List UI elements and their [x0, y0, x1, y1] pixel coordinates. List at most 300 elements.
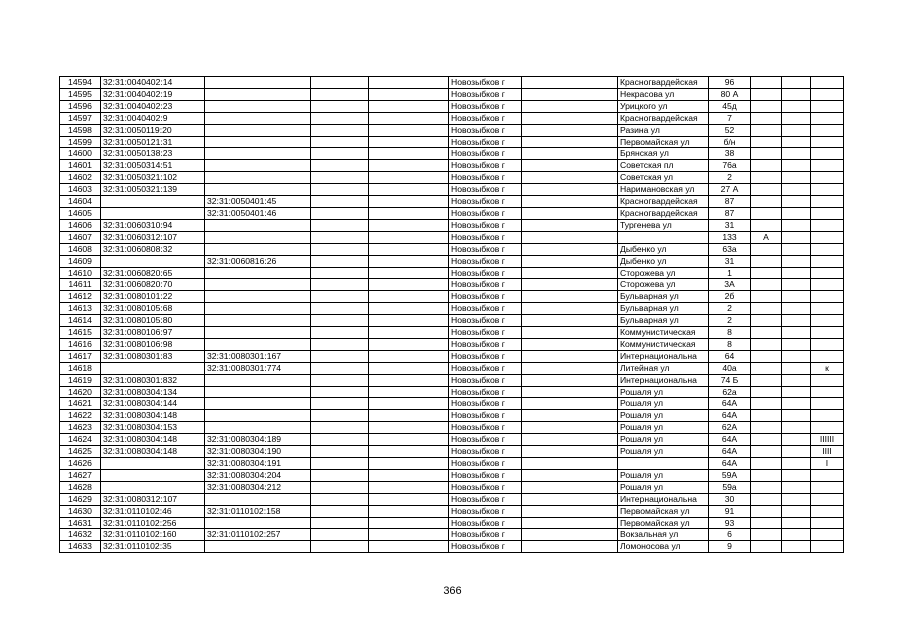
- locality-cell: Новозыбков г: [449, 315, 522, 327]
- house-number-cell: 2б: [709, 291, 751, 303]
- locality-cell: Новозыбков г: [449, 160, 522, 172]
- street-cell: Советская ул: [618, 172, 709, 184]
- cadastral-number-cell: 32:31:0080304:144: [101, 398, 205, 410]
- row-number-cell: 14623: [60, 422, 101, 434]
- empty-cell: [522, 350, 618, 362]
- extra-cell: [811, 469, 844, 481]
- extra-cell: [811, 386, 844, 398]
- empty-cell: [311, 160, 369, 172]
- locality-cell: Новозыбков г: [449, 458, 522, 470]
- extra-cell: [811, 398, 844, 410]
- locality-cell: Новозыбков г: [449, 291, 522, 303]
- house-number-cell: 64А: [709, 434, 751, 446]
- empty-cell: [522, 446, 618, 458]
- row-number-cell: 14610: [60, 267, 101, 279]
- house-number-cell: 27 А: [709, 184, 751, 196]
- empty-cell: [522, 410, 618, 422]
- empty-cell: [782, 136, 811, 148]
- letter-cell: [751, 350, 782, 362]
- empty-cell: [522, 458, 618, 470]
- cadastral-number-2-cell: [205, 303, 311, 315]
- letter-cell: [751, 410, 782, 422]
- empty-cell: [369, 481, 449, 493]
- row-number-cell: 14629: [60, 493, 101, 505]
- empty-cell: [369, 422, 449, 434]
- empty-cell: [311, 303, 369, 315]
- empty-cell: [522, 243, 618, 255]
- cadastral-number-2-cell: [205, 172, 311, 184]
- empty-cell: [782, 184, 811, 196]
- street-cell: Первомайская ул: [618, 505, 709, 517]
- empty-cell: [782, 279, 811, 291]
- table-row: [60, 207, 844, 219]
- empty-cell: [311, 434, 369, 446]
- locality-cell: Новозыбков г: [449, 386, 522, 398]
- cadastral-number-cell: 32:31:0080304:148: [101, 410, 205, 422]
- cadastral-number-cell: 32:31:0050138:23: [101, 148, 205, 160]
- letter-cell: [751, 255, 782, 267]
- table-row: [60, 88, 844, 100]
- empty-cell: [522, 279, 618, 291]
- street-cell: Разина ул: [618, 124, 709, 136]
- cadastral-number-cell: 32:31:0080304:148: [101, 446, 205, 458]
- house-number-cell: 59А: [709, 469, 751, 481]
- empty-cell: [369, 100, 449, 112]
- street-cell: Рошаля ул: [618, 398, 709, 410]
- letter-cell: [751, 267, 782, 279]
- table-row: [60, 374, 844, 386]
- empty-cell: [522, 338, 618, 350]
- street-cell: Тургенева ул: [618, 219, 709, 231]
- cadastral-number-2-cell: 32:31:0080304:189: [205, 434, 311, 446]
- empty-cell: [311, 541, 369, 553]
- locality-cell: Новозыбков г: [449, 148, 522, 160]
- empty-cell: [369, 517, 449, 529]
- cadastral-number-cell: [101, 469, 205, 481]
- extra-cell: [811, 231, 844, 243]
- cadastral-number-cell: 32:31:0110102:46: [101, 505, 205, 517]
- locality-cell: Новозыбков г: [449, 398, 522, 410]
- table-row: [60, 434, 844, 446]
- empty-cell: [522, 327, 618, 339]
- locality-cell: Новозыбков г: [449, 136, 522, 148]
- extra-cell: IIIIII: [811, 434, 844, 446]
- empty-cell: [311, 517, 369, 529]
- locality-cell: Новозыбков г: [449, 231, 522, 243]
- street-cell: Интернациональна: [618, 350, 709, 362]
- extra-cell: [811, 88, 844, 100]
- empty-cell: [369, 124, 449, 136]
- locality-cell: Новозыбков г: [449, 517, 522, 529]
- letter-cell: [751, 100, 782, 112]
- street-cell: Бульварная ул: [618, 291, 709, 303]
- empty-cell: [522, 196, 618, 208]
- extra-cell: [811, 505, 844, 517]
- house-number-cell: 96: [709, 77, 751, 89]
- cadastral-number-2-cell: 32:31:0080304:191: [205, 458, 311, 470]
- house-number-cell: 59а: [709, 481, 751, 493]
- house-number-cell: 2: [709, 303, 751, 315]
- cadastral-number-cell: 32:31:0050314:51: [101, 160, 205, 172]
- cadastral-number-2-cell: [205, 148, 311, 160]
- empty-cell: [311, 88, 369, 100]
- table-row: [60, 267, 844, 279]
- empty-cell: [782, 493, 811, 505]
- house-number-cell: 91: [709, 505, 751, 517]
- cadastral-number-cell: 32:31:0060312:107: [101, 231, 205, 243]
- table-row: [60, 100, 844, 112]
- letter-cell: [751, 219, 782, 231]
- cadastral-number-cell: 32:31:0050121:31: [101, 136, 205, 148]
- cadastral-number-2-cell: [205, 374, 311, 386]
- street-cell: [618, 458, 709, 470]
- locality-cell: Новозыбков г: [449, 374, 522, 386]
- empty-cell: [782, 231, 811, 243]
- empty-cell: [369, 529, 449, 541]
- cadastral-number-2-cell: [205, 231, 311, 243]
- empty-cell: [522, 386, 618, 398]
- empty-cell: [522, 505, 618, 517]
- table-row: [60, 219, 844, 231]
- cadastral-number-2-cell: [205, 398, 311, 410]
- empty-cell: [311, 136, 369, 148]
- locality-cell: Новозыбков г: [449, 77, 522, 89]
- row-number-cell: 14631: [60, 517, 101, 529]
- empty-cell: [311, 458, 369, 470]
- table-row: [60, 493, 844, 505]
- cadastral-number-2-cell: [205, 315, 311, 327]
- street-cell: Красногвардейская: [618, 112, 709, 124]
- empty-cell: [369, 410, 449, 422]
- letter-cell: [751, 207, 782, 219]
- row-number-cell: 14602: [60, 172, 101, 184]
- empty-cell: [782, 255, 811, 267]
- cadastral-number-cell: 32:31:0080301:83: [101, 350, 205, 362]
- empty-cell: [782, 100, 811, 112]
- empty-cell: [782, 386, 811, 398]
- cadastral-number-cell: 32:31:0080106:98: [101, 338, 205, 350]
- table-row: [60, 315, 844, 327]
- empty-cell: [522, 160, 618, 172]
- empty-cell: [782, 481, 811, 493]
- locality-cell: Новозыбков г: [449, 446, 522, 458]
- letter-cell: [751, 398, 782, 410]
- street-cell: Бульварная ул: [618, 303, 709, 315]
- row-number-cell: 14616: [60, 338, 101, 350]
- cadastral-number-2-cell: 32:31:0080301:774: [205, 362, 311, 374]
- empty-cell: [369, 136, 449, 148]
- empty-cell: [522, 374, 618, 386]
- table-row: [60, 77, 844, 89]
- cadastral-number-cell: 32:31:0040402:9: [101, 112, 205, 124]
- empty-cell: [782, 398, 811, 410]
- street-cell: Дыбенко ул: [618, 255, 709, 267]
- empty-cell: [311, 196, 369, 208]
- empty-cell: [311, 112, 369, 124]
- locality-cell: Новозыбков г: [449, 267, 522, 279]
- extra-cell: [811, 410, 844, 422]
- empty-cell: [311, 219, 369, 231]
- locality-cell: Новозыбков г: [449, 410, 522, 422]
- row-number-cell: 14595: [60, 88, 101, 100]
- row-number-cell: 14621: [60, 398, 101, 410]
- cadastral-number-cell: 32:31:0050321:102: [101, 172, 205, 184]
- letter-cell: [751, 184, 782, 196]
- table-row: [60, 112, 844, 124]
- empty-cell: [369, 446, 449, 458]
- street-cell: Рошаля ул: [618, 469, 709, 481]
- empty-cell: [369, 434, 449, 446]
- row-number-cell: 14628: [60, 481, 101, 493]
- extra-cell: [811, 148, 844, 160]
- street-cell: Вокзальная ул: [618, 529, 709, 541]
- empty-cell: [522, 88, 618, 100]
- empty-cell: [311, 124, 369, 136]
- table-row: [60, 529, 844, 541]
- cadastral-number-cell: 32:31:0080304:134: [101, 386, 205, 398]
- empty-cell: [369, 219, 449, 231]
- house-number-cell: 62а: [709, 386, 751, 398]
- cadastral-number-2-cell: [205, 422, 311, 434]
- table-row: [60, 505, 844, 517]
- empty-cell: [369, 77, 449, 89]
- empty-cell: [369, 386, 449, 398]
- empty-cell: [522, 315, 618, 327]
- street-cell: Дыбенко ул: [618, 243, 709, 255]
- table-row: [60, 386, 844, 398]
- house-number-cell: 64А: [709, 458, 751, 470]
- empty-cell: [522, 362, 618, 374]
- cadastral-number-2-cell: [205, 219, 311, 231]
- empty-cell: [782, 88, 811, 100]
- cadastral-number-cell: 32:31:0060310:94: [101, 219, 205, 231]
- table-row: [60, 362, 844, 374]
- cadastral-number-cell: 32:31:0060820:70: [101, 279, 205, 291]
- street-cell: Сторожева ул: [618, 267, 709, 279]
- locality-cell: Новозыбков г: [449, 529, 522, 541]
- table-row: [60, 160, 844, 172]
- empty-cell: [369, 315, 449, 327]
- letter-cell: [751, 172, 782, 184]
- row-number-cell: 14597: [60, 112, 101, 124]
- letter-cell: [751, 88, 782, 100]
- cadastral-number-cell: 32:31:0110102:256: [101, 517, 205, 529]
- street-cell: Красногвардейская: [618, 77, 709, 89]
- empty-cell: [311, 279, 369, 291]
- street-cell: Рошаля ул: [618, 422, 709, 434]
- row-number-cell: 14619: [60, 374, 101, 386]
- letter-cell: [751, 374, 782, 386]
- street-cell: [618, 231, 709, 243]
- empty-cell: [311, 350, 369, 362]
- empty-cell: [782, 77, 811, 89]
- row-number-cell: 14598: [60, 124, 101, 136]
- empty-cell: [522, 207, 618, 219]
- cadastral-number-cell: 32:31:0110102:160: [101, 529, 205, 541]
- letter-cell: [751, 315, 782, 327]
- row-number-cell: 14633: [60, 541, 101, 553]
- locality-cell: Новозыбков г: [449, 350, 522, 362]
- empty-cell: [369, 196, 449, 208]
- cadastral-number-cell: [101, 481, 205, 493]
- house-number-cell: 93: [709, 517, 751, 529]
- empty-cell: [522, 184, 618, 196]
- empty-cell: [369, 338, 449, 350]
- extra-cell: [811, 315, 844, 327]
- empty-cell: [369, 184, 449, 196]
- house-number-cell: 2: [709, 315, 751, 327]
- street-cell: Рошаля ул: [618, 434, 709, 446]
- empty-cell: [782, 315, 811, 327]
- row-number-cell: 14626: [60, 458, 101, 470]
- row-number-cell: 14614: [60, 315, 101, 327]
- house-number-cell: 7: [709, 112, 751, 124]
- cadastral-number-2-cell: [205, 112, 311, 124]
- empty-cell: [522, 231, 618, 243]
- extra-cell: [811, 279, 844, 291]
- locality-cell: Новозыбков г: [449, 88, 522, 100]
- letter-cell: [751, 458, 782, 470]
- locality-cell: Новозыбков г: [449, 327, 522, 339]
- cadastral-number-2-cell: [205, 124, 311, 136]
- empty-cell: [311, 327, 369, 339]
- empty-cell: [522, 434, 618, 446]
- house-number-cell: 64А: [709, 446, 751, 458]
- street-cell: Красногвардейская: [618, 207, 709, 219]
- empty-cell: [522, 517, 618, 529]
- empty-cell: [369, 493, 449, 505]
- cadastral-number-2-cell: 32:31:0080304:204: [205, 469, 311, 481]
- table-row: [60, 124, 844, 136]
- table-row: [60, 398, 844, 410]
- extra-cell: [811, 207, 844, 219]
- empty-cell: [369, 231, 449, 243]
- empty-cell: [522, 77, 618, 89]
- empty-cell: [369, 291, 449, 303]
- extra-cell: [811, 338, 844, 350]
- cadastral-number-2-cell: [205, 100, 311, 112]
- cadastral-number-cell: 32:31:0050119:20: [101, 124, 205, 136]
- extra-cell: [811, 267, 844, 279]
- empty-cell: [369, 362, 449, 374]
- cadastral-number-2-cell: [205, 410, 311, 422]
- table-row: [60, 458, 844, 470]
- street-cell: Рошаля ул: [618, 386, 709, 398]
- empty-cell: [369, 505, 449, 517]
- letter-cell: [751, 446, 782, 458]
- empty-cell: [369, 469, 449, 481]
- letter-cell: [751, 243, 782, 255]
- extra-cell: [811, 243, 844, 255]
- extra-cell: [811, 541, 844, 553]
- extra-cell: [811, 422, 844, 434]
- table-row: [60, 136, 844, 148]
- empty-cell: [782, 374, 811, 386]
- locality-cell: Новозыбков г: [449, 505, 522, 517]
- empty-cell: [522, 291, 618, 303]
- street-cell: Урицкого ул: [618, 100, 709, 112]
- extra-cell: IIII: [811, 446, 844, 458]
- cadastral-number-cell: 32:31:0080304:148: [101, 434, 205, 446]
- empty-cell: [522, 481, 618, 493]
- cadastral-number-2-cell: 32:31:0110102:257: [205, 529, 311, 541]
- extra-cell: [811, 124, 844, 136]
- locality-cell: Новозыбков г: [449, 541, 522, 553]
- table-row: [60, 291, 844, 303]
- empty-cell: [369, 458, 449, 470]
- letter-cell: [751, 124, 782, 136]
- page-number: 366: [443, 585, 462, 597]
- letter-cell: [751, 517, 782, 529]
- empty-cell: [311, 291, 369, 303]
- empty-cell: [311, 481, 369, 493]
- empty-cell: [782, 172, 811, 184]
- extra-cell: [811, 77, 844, 89]
- table-row: [60, 422, 844, 434]
- cadastral-number-2-cell: 32:31:0080301:167: [205, 350, 311, 362]
- cadastral-number-cell: 32:31:0040402:14: [101, 77, 205, 89]
- empty-cell: [782, 434, 811, 446]
- row-number-cell: 14618: [60, 362, 101, 374]
- table-row: [60, 469, 844, 481]
- empty-cell: [522, 493, 618, 505]
- row-number-cell: 14630: [60, 505, 101, 517]
- cadastral-number-cell: [101, 255, 205, 267]
- extra-cell: [811, 136, 844, 148]
- locality-cell: Новозыбков г: [449, 481, 522, 493]
- empty-cell: [311, 338, 369, 350]
- cadastral-number-2-cell: [205, 160, 311, 172]
- empty-cell: [522, 148, 618, 160]
- house-number-cell: 87: [709, 207, 751, 219]
- letter-cell: [751, 541, 782, 553]
- letter-cell: [751, 160, 782, 172]
- locality-cell: Новозыбков г: [449, 338, 522, 350]
- empty-cell: [522, 267, 618, 279]
- street-cell: Бульварная ул: [618, 315, 709, 327]
- row-number-cell: 14613: [60, 303, 101, 315]
- empty-cell: [522, 469, 618, 481]
- extra-cell: [811, 350, 844, 362]
- empty-cell: [522, 219, 618, 231]
- empty-cell: [369, 398, 449, 410]
- locality-cell: Новозыбков г: [449, 112, 522, 124]
- cadastral-number-2-cell: [205, 517, 311, 529]
- table-row: [60, 303, 844, 315]
- letter-cell: [751, 327, 782, 339]
- cadastral-number-cell: 32:31:0080304:153: [101, 422, 205, 434]
- empty-cell: [369, 243, 449, 255]
- row-number-cell: 14620: [60, 386, 101, 398]
- row-number-cell: 14605: [60, 207, 101, 219]
- cadastral-number-2-cell: [205, 493, 311, 505]
- registry-table: [59, 76, 844, 553]
- cadastral-number-2-cell: [205, 88, 311, 100]
- extra-cell: [811, 303, 844, 315]
- empty-cell: [311, 172, 369, 184]
- house-number-cell: 45д: [709, 100, 751, 112]
- locality-cell: Новозыбков г: [449, 219, 522, 231]
- empty-cell: [311, 398, 369, 410]
- cadastral-number-cell: [101, 207, 205, 219]
- empty-cell: [311, 184, 369, 196]
- empty-cell: [782, 160, 811, 172]
- extra-cell: [811, 291, 844, 303]
- cadastral-number-cell: 32:31:0060820:65: [101, 267, 205, 279]
- cadastral-number-2-cell: [205, 136, 311, 148]
- street-cell: Первомайская ул: [618, 517, 709, 529]
- empty-cell: [311, 505, 369, 517]
